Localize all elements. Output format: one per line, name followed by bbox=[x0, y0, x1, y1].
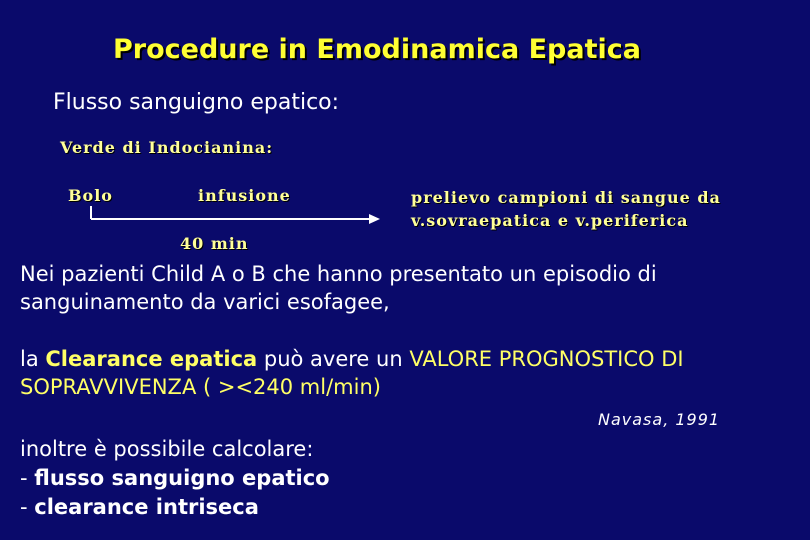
clearance-prefix: la bbox=[20, 347, 46, 371]
dash: - bbox=[20, 466, 35, 490]
clearance-term: Clearance epatica bbox=[45, 347, 258, 371]
calculations-item-flow bbox=[20, 464, 330, 493]
sampling-line-2: v.sovraepatica e v.periferica bbox=[411, 211, 689, 230]
flow-text: flusso sanguigno epatico bbox=[34, 466, 330, 490]
sampling-text bbox=[411, 186, 721, 232]
calculations-intro: inoltre è possibile calcolare: bbox=[20, 437, 314, 461]
paragraph-clearance-line-1 bbox=[20, 345, 684, 373]
prognostic-value-1: VALORE PROGNOSTICO DI bbox=[409, 347, 684, 371]
prognostic-value-2: SOPRAVVIVENZA ( ><240 ml/min) bbox=[20, 375, 381, 399]
duration-label: 40 min bbox=[180, 234, 249, 253]
clearance-text: clearance intriseca bbox=[34, 495, 259, 519]
paragraph-patients-line-1: Nei pazienti Child A o B che hanno presentato un episodio di bbox=[20, 262, 657, 286]
infusion-arrow bbox=[88, 204, 388, 230]
citation: Navasa, 1991 bbox=[598, 410, 721, 429]
clearance-middle: può avere un bbox=[257, 347, 410, 371]
infusion-label: infusione bbox=[198, 186, 291, 205]
slide-title: Procedure in Emodinamica Epatica bbox=[113, 34, 641, 65]
bolus-label: Bolo bbox=[68, 186, 113, 205]
paragraph-clearance bbox=[20, 345, 684, 401]
paragraph-calculations bbox=[20, 435, 330, 522]
calculations-item-clearance bbox=[20, 493, 330, 522]
paragraph-patients bbox=[20, 260, 657, 316]
dash: - bbox=[20, 495, 35, 519]
sampling-line-1: prelievo campioni di sangue da bbox=[411, 188, 721, 207]
subtitle: Flusso sanguigno epatico: bbox=[53, 90, 340, 115]
paragraph-patients-line-2: sanguinamento da varici esofagee, bbox=[20, 290, 390, 314]
method-label: Verde di Indocianina: bbox=[60, 138, 274, 157]
